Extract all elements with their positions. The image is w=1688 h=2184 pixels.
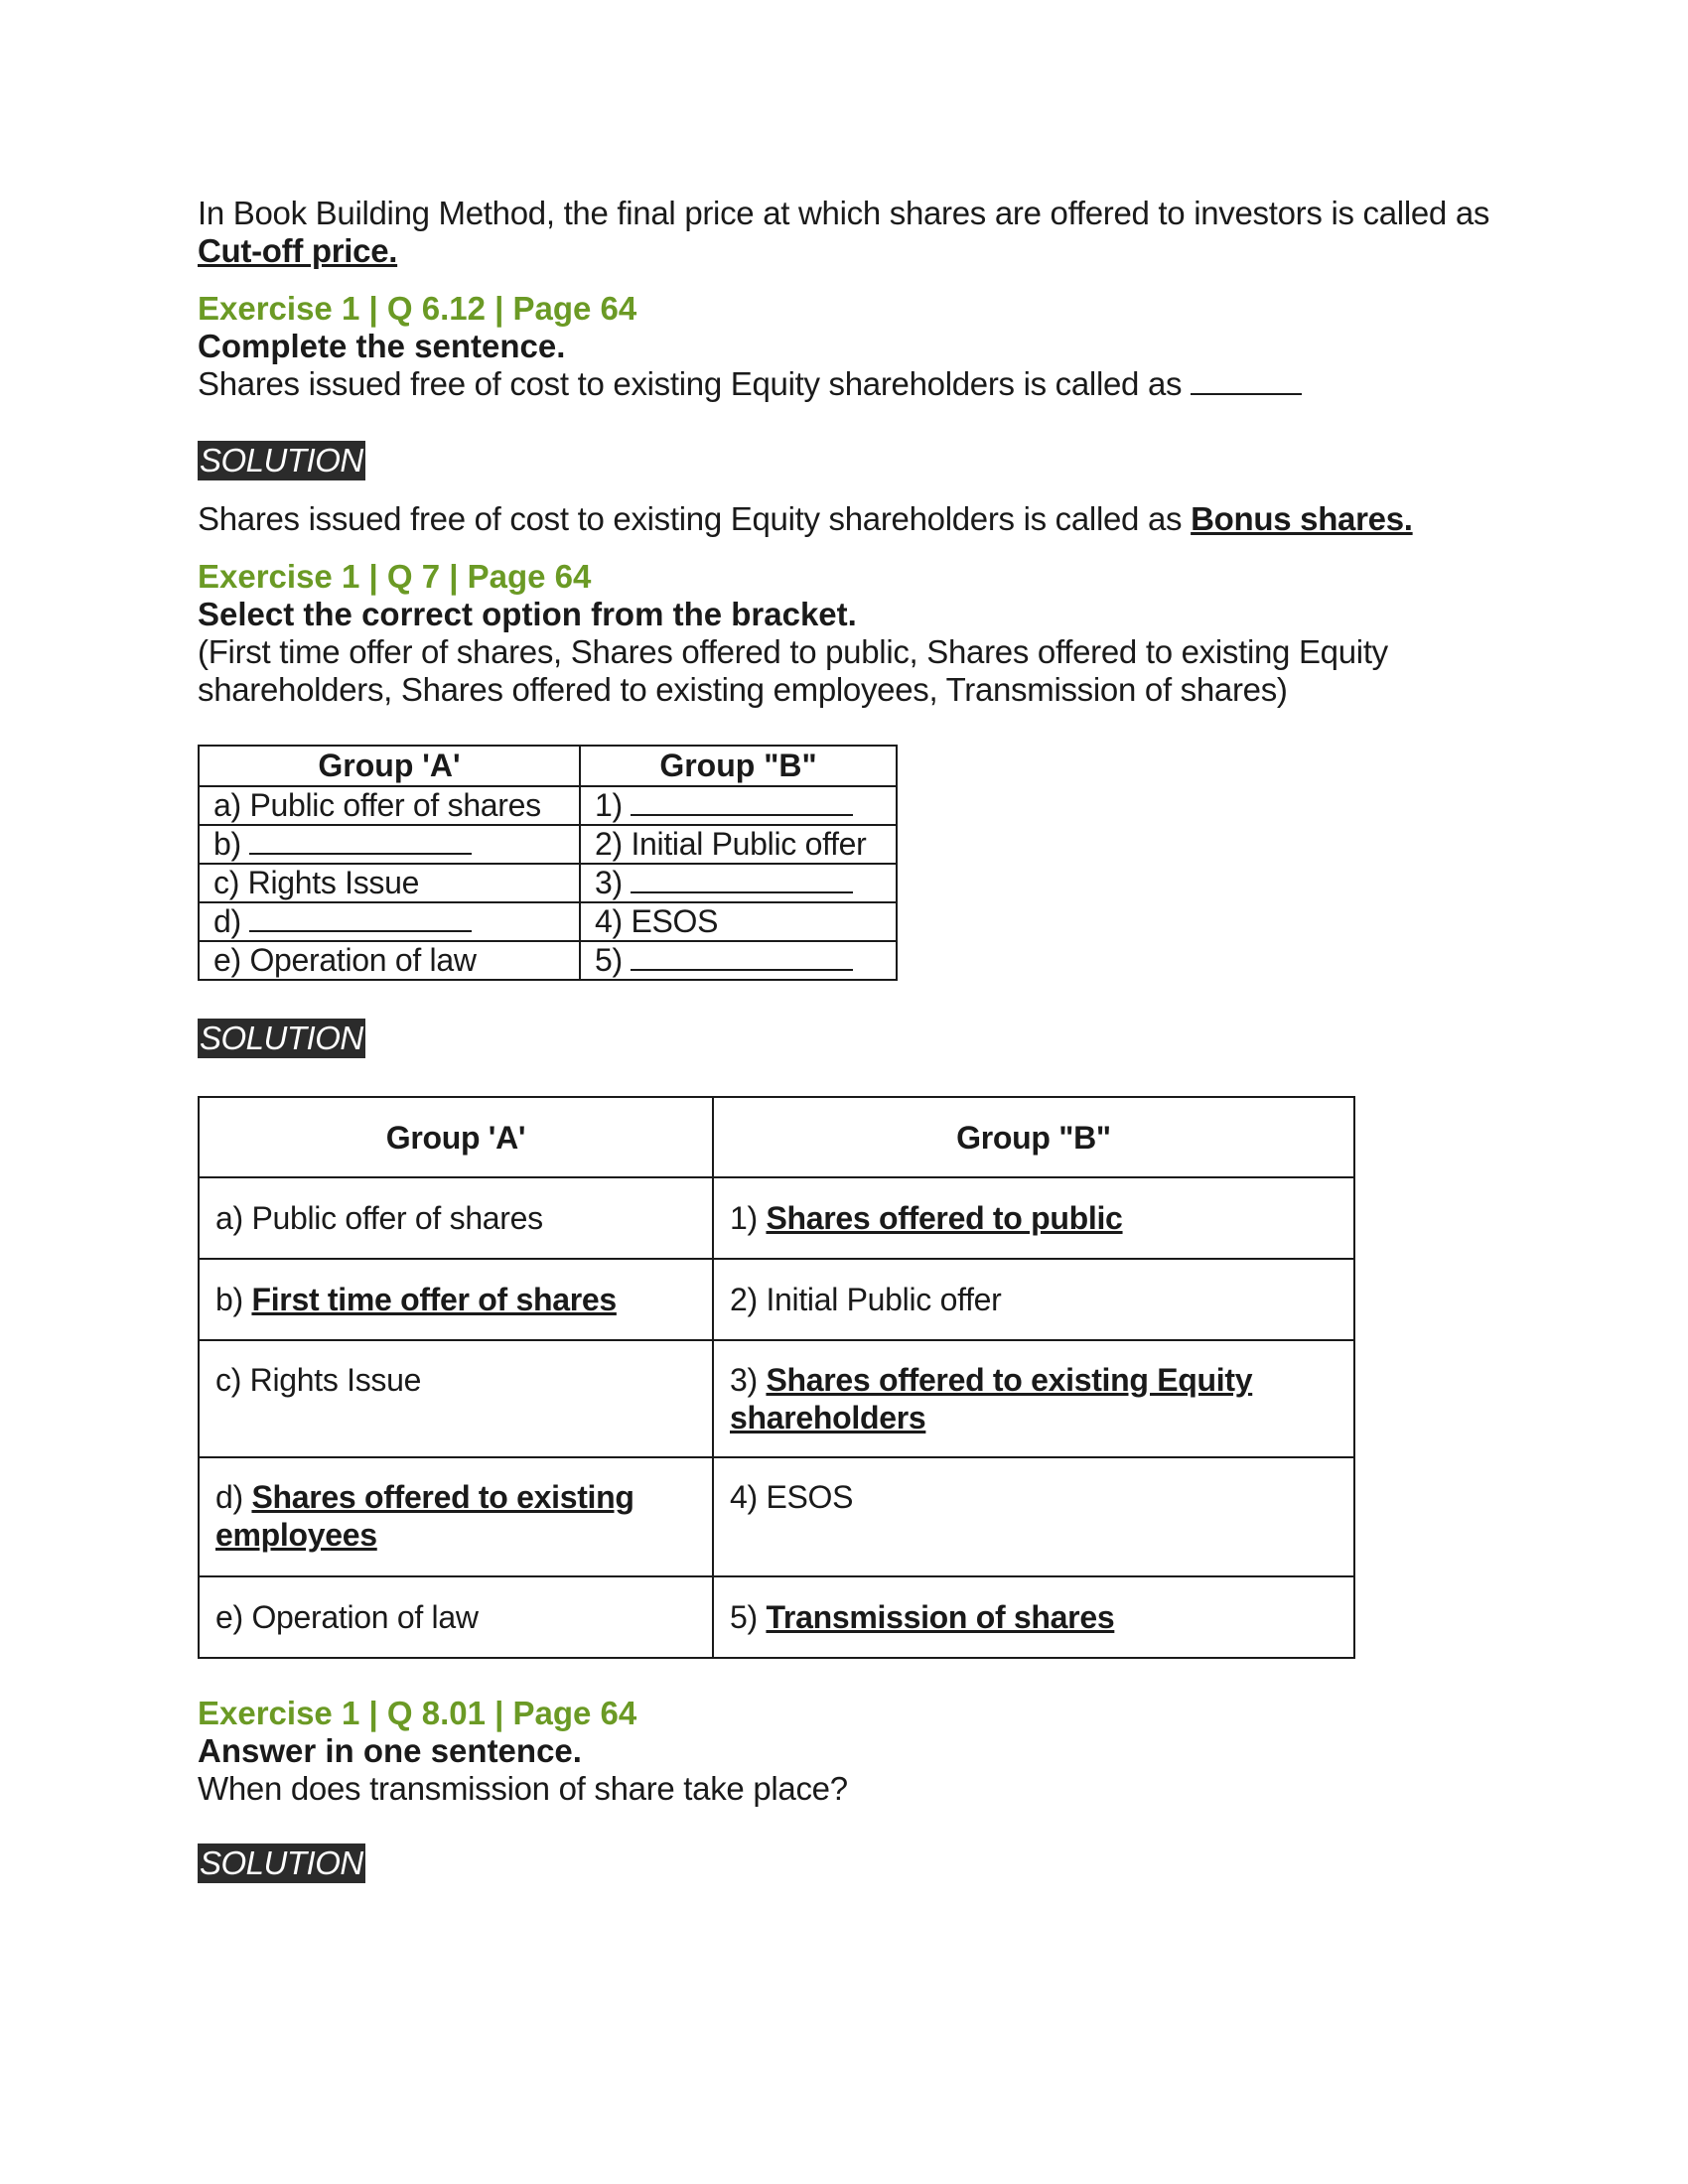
solution-label: SOLUTION [200,1844,363,1881]
table-cell [580,864,897,902]
table-cell [580,941,897,980]
table-cell [199,825,580,864]
table-cell: a) Public offer of shares [199,786,580,825]
solution-label: SOLUTION [200,1020,363,1056]
table-cell [580,786,897,825]
column-header-group-b: Group "B" [713,1097,1354,1177]
options-q7: (First time offer of shares, Shares offered to public, Shares offered to existing Equity shareholders, Shares offered to existing employees, Transmission of shares) [198,633,1388,708]
answer-blank [631,947,853,971]
intro-text: In Book Building Method, the final price at which shares are offered to investors is called as [198,195,1490,231]
answer-blank [631,792,853,816]
table-cell [713,1457,1354,1576]
table-cell: e) Operation of law [199,941,580,980]
table-cell [199,1340,713,1457]
page-content [198,195,1498,1883]
table-row [199,902,897,941]
exercise-header-q612: Exercise 1 | Q 6.12 | Page 64 [198,290,637,327]
table-header-row [199,1097,1354,1177]
question-text-q612: Shares issued free of cost to existing Equity shareholders is called as [198,365,1183,402]
cell-text: 1) [730,1200,758,1236]
question-q801: When does transmission of share take place? [198,1770,848,1807]
table-row [199,1340,1354,1457]
table-cell: c) Rights Issue [199,864,580,902]
table-cell: 4) ESOS [580,902,897,941]
question-table [198,745,898,981]
column-header-group-b: Group "B" [580,746,897,786]
table-cell [713,1177,1354,1259]
table-row [199,825,897,864]
answer-blank [249,831,472,855]
solution-block-q801 [198,1843,1498,1883]
cell-text: a) Public offer of shares [215,1200,543,1236]
column-header-group-a: Group 'A' [199,1097,713,1177]
answer-blank [631,870,853,893]
cell-text: 3) [730,1362,758,1398]
question-q612 [198,365,1498,403]
intro-paragraph [198,195,1498,270]
answer-prefix-q612: Shares issued free of cost to existing Equity shareholders is called as [198,500,1183,537]
answer-blank [1191,365,1302,395]
solution-block-q612 [198,441,1498,480]
answer-blank [249,908,472,932]
exercise-header-q801: Exercise 1 | Q 8.01 | Page 64 [198,1695,637,1731]
cell-text: 1) [595,787,623,823]
cell-text: 5) [595,942,623,978]
table-cell [199,1177,713,1259]
table-row [199,941,897,980]
table-cell [713,1259,1354,1340]
answer-q612 [198,500,1498,538]
table-row [199,864,897,902]
table-cell [199,1259,713,1340]
cell-answer: Shares offered to public [766,1200,1123,1236]
cell-answer: Shares offered to existing Equity shareholders [730,1362,1253,1435]
cell-text: 5) [730,1599,758,1635]
table-cell: 2) Initial Public offer [580,825,897,864]
solution-block-q7 [198,1019,1498,1058]
cell-text: 2) Initial Public offer [730,1282,1002,1317]
table-header-row [199,746,897,786]
answer-text-q612: Bonus shares. [1191,500,1413,537]
cell-text: d) [215,1479,243,1515]
cell-answer: First time offer of shares [251,1282,617,1317]
table-row [199,786,897,825]
cell-answer: Shares offered to existing employees [215,1479,634,1553]
instruction-q7: Select the correct option from the bracket. [198,596,857,632]
table-cell [199,1457,713,1576]
cell-text: 3) [595,865,623,900]
intro-answer: Cut-off price. [198,232,398,269]
cell-text: e) Operation of law [215,1599,479,1635]
cell-text: b) [215,1282,243,1317]
table-cell [199,1576,713,1658]
solution-label: SOLUTION [200,442,363,478]
exercise-header-q7: Exercise 1 | Q 7 | Page 64 [198,558,592,595]
cell-text: b) [213,826,241,862]
table-cell [713,1576,1354,1658]
table-row [199,1259,1354,1340]
cell-text: d) [213,903,241,939]
column-header-group-a: Group 'A' [199,746,580,786]
cell-text: 4) ESOS [730,1479,854,1515]
instruction-q801: Answer in one sentence. [198,1732,582,1769]
cell-text: c) Rights Issue [215,1362,422,1398]
cell-answer: Transmission of shares [766,1599,1115,1635]
table-row [199,1457,1354,1576]
table-cell [199,902,580,941]
table-row [199,1177,1354,1259]
table-row [199,1576,1354,1658]
instruction-q612: Complete the sentence. [198,328,566,364]
table-cell [713,1340,1354,1457]
solution-table [198,1096,1355,1659]
